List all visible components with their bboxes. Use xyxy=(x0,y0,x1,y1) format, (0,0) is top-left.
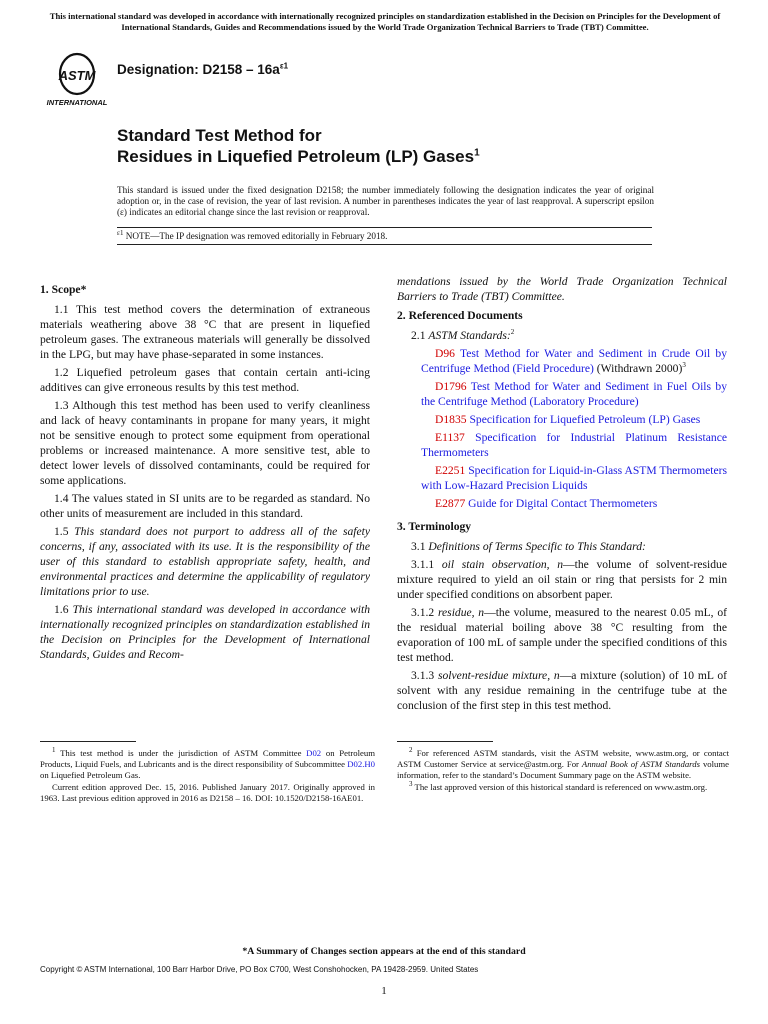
footnote-edition: Current edition approved Dec. 15, 2016. Published January 2017. Originally approved in 1963. Last previous edition approved in 2016 as D2158 – 16. DOI: 10.1520/D2158-16AE01. xyxy=(40,782,375,803)
logo-text: ASTM xyxy=(58,68,96,83)
para-1-5-text: This standard does not purport to address all of the safety concerns, if any, associated with its use. It is the responsibility of the user of this standard to establish appropriate safety, health, and environmental practices and determine the applicability of regulatory limitations prior to use. xyxy=(40,525,370,598)
ref-title[interactable]: Guide for Digital Contact Thermometers xyxy=(465,497,658,510)
title-line1: Standard Test Method for xyxy=(117,126,322,145)
para-3-1-2 xyxy=(397,605,727,665)
ref-item[interactable] xyxy=(397,430,727,460)
ref-item[interactable] xyxy=(397,379,727,409)
para-1-3: 1.3 Although this test method has been used to verify cleanliness and lack of heavy contaminants in propane for many years, it might not be sensitive enough to protect some equipment from operational problems or increased maintenance. A more sensitive test, able to detect lower levels of dissolved contaminants, could be required for some applications. xyxy=(40,399,370,487)
section-heading-terminology: 3. Terminology xyxy=(397,520,472,533)
ref-title[interactable]: Test Method for Water and Sediment in Crude Oil by Centrifuge Method (Field Procedure) xyxy=(421,347,727,375)
term-name: oil stain observation, n xyxy=(441,558,564,571)
right-column xyxy=(397,275,728,716)
divider xyxy=(117,227,652,228)
term-num: 3.1.3 xyxy=(411,669,438,682)
term-definition: —a mixture (solution) of 10 mL of solvent with any residue remaining in the centrifuge tube at the conclusion of the first step in this test method. xyxy=(397,669,727,712)
para-1-6-cont: mendations issued by the World Trade Organization Technical Barriers to Trade (TBT) Committee. xyxy=(397,275,727,303)
footnote-sup: 3 xyxy=(409,780,413,789)
copyright: Copyright © ASTM International, 100 Barr Harbor Drive, PO Box C700, West Conshohocken, PA 19428-2959. United States xyxy=(40,965,479,974)
committee-link[interactable]: D02 xyxy=(306,748,322,758)
designation-label: Designation: D2158 – 16a xyxy=(117,62,280,77)
para-1-2: 1.2 Liquefied petroleum gases that contain certain anti-icing additives can give erroneous results by this test method. xyxy=(40,366,370,394)
footnote-sup: 1 xyxy=(52,746,56,755)
subcommittee-link[interactable]: D02.H0 xyxy=(347,759,375,769)
ref-title[interactable]: Specification for Liquid-in-Glass ASTM Thermometers with Low-Hazard Precision Liquids xyxy=(421,464,727,492)
ref-extra: (Withdrawn 2000) xyxy=(593,362,683,375)
footnote-3 xyxy=(397,782,729,793)
logo-subtext: INTERNATIONAL xyxy=(46,98,108,107)
footnote-text: on Liquefied Petroleum Gas. xyxy=(40,770,141,780)
para-1-6-num: 1.6 xyxy=(54,603,73,616)
term-num: 3.1.1 xyxy=(411,558,442,571)
para-3-1 xyxy=(397,539,727,554)
ref-sup: 3 xyxy=(682,361,686,370)
divider xyxy=(117,244,652,245)
para-1-4: 1.4 The values stated in SI units are to be regarded as standard. No other units of measurement are included in this standard. xyxy=(40,492,370,520)
footnote-divider xyxy=(40,741,136,742)
title-line2: Residues in Liquefied Petroleum (LP) Gases xyxy=(117,147,475,166)
term-name: solvent-residue mixture, n xyxy=(438,669,560,682)
footnote-divider xyxy=(397,741,493,742)
ref-item[interactable] xyxy=(397,496,727,511)
page-number: 1 xyxy=(381,985,387,997)
issued-statement: This standard is issued under the fixed designation D2158; the number immediately following the designation indicates the year of original adoption or, in the case of revision, the year of last revision. A number in parentheses indicates the year of last reapproval. A superscript epsilon (ε) indicates an editorial change since the last revision or reapproval. xyxy=(117,185,654,218)
footnote-text: The last approved version of this historical standard is referenced on www.astm.org. xyxy=(412,782,708,792)
editorial-note xyxy=(117,228,388,241)
ref-code[interactable]: D96 xyxy=(435,347,455,360)
ref-title[interactable]: Specification for Industrial Platinum Resistance Thermometers xyxy=(421,431,727,459)
ref-item[interactable] xyxy=(397,463,727,493)
term-definition: —the volume, measured to the nearest 0.05 mL, of the residual material boiling above 38 °C resulting from the evaporation of 100 mL of sample under the specified conditions of this test method. xyxy=(397,606,727,664)
term-num: 3.1.2 xyxy=(411,606,438,619)
ref-code[interactable]: D1835 xyxy=(435,413,467,426)
footnote-text: volume information, refer to the standard’s Document Summary page on the ASTM website. xyxy=(397,759,729,780)
para-2-1 xyxy=(397,328,727,343)
footnote-text: For referenced ASTM standards, visit the ASTM website, www.astm.org, or contact ASTM Customer Service at service@astm.org. For xyxy=(397,748,729,769)
title-sup: 1 xyxy=(474,147,480,159)
term-name: residue, n xyxy=(437,606,485,619)
footnote-2 xyxy=(397,748,729,781)
para-3-1-3 xyxy=(397,668,727,713)
top-notice: This international standard was developed in accordance with internationally recognized principles on standardization established in the Decision on Principles for the Development of International Standards, Guides and Recommendations issued by the World Trade Organization Technical Barriers to Trade (TBT) Committee. xyxy=(49,11,721,32)
ref-code[interactable]: D1796 xyxy=(435,380,467,393)
para-3-1-num: 3.1 xyxy=(411,540,429,553)
para-1-5-num: 1.5 xyxy=(54,525,75,538)
footnote-text: This test method is under the jurisdiction of ASTM Committee xyxy=(55,748,307,758)
para-2-1-sup: 2 xyxy=(510,328,515,337)
footnote-1 xyxy=(40,748,375,781)
footnotes-right xyxy=(397,748,729,794)
section-heading-references: 2. Referenced Documents xyxy=(397,309,523,322)
page-title xyxy=(117,126,480,168)
para-1-1: 1.1 This test method covers the determination of extraneous materials weathering above 38 °C that are present in liquefied petroleum gases. The extraneous materials will generally be dissolved in the LPG, but may have phase-separated in some instances. xyxy=(40,303,370,361)
para-1-6-text: This international standard was developed in accordance with internationally recognized principles on standardization established in the Decision on Principles for the Development of International Standards, Guides and Recom- xyxy=(40,603,370,661)
term-definition: —the volume of solvent-residue mixture required to yield an oil stain or ring that persists for 2 min under specified conditions on absorbent paper. xyxy=(397,558,728,601)
note-sup: ε1 xyxy=(117,228,124,237)
para-1-6 xyxy=(40,602,370,662)
ref-title[interactable]: Test Method for Water and Sediment in Fuel Oils by the Centrifuge Method (Laboratory Procedure) xyxy=(421,380,727,408)
summary-note: *A Summary of Changes section appears at the end of this standard xyxy=(242,946,526,957)
ref-item[interactable] xyxy=(397,412,727,427)
footnote-sup: 2 xyxy=(409,746,413,755)
ref-item[interactable] xyxy=(397,346,727,376)
ref-code[interactable]: E1137 xyxy=(435,431,465,444)
section-heading-scope: 1. Scope* xyxy=(40,283,87,296)
astm-logo-icon xyxy=(42,50,112,108)
astm-logo xyxy=(42,50,112,108)
para-1-5 xyxy=(40,524,370,599)
designation-sup: ε1 xyxy=(279,61,289,71)
footnote-italic: Annual Book of ASTM Standards xyxy=(581,759,700,769)
title-line2-wrap xyxy=(117,146,480,168)
left-column xyxy=(40,278,370,665)
para-2-1-num: 2.1 xyxy=(411,329,429,342)
footnotes-left xyxy=(40,748,375,805)
footnote-text: on Petroleum Products, Liquid Fuels, and Lubricants and is the direct responsibility of Subcommittee xyxy=(40,748,375,769)
para-3-1-text: Definitions of Terms Specific to This Standard: xyxy=(428,540,646,553)
ref-code[interactable]: E2251 xyxy=(435,464,466,477)
designation xyxy=(117,62,288,77)
ref-code[interactable]: E2877 xyxy=(435,497,466,510)
para-3-1-1 xyxy=(397,557,727,602)
ref-title[interactable]: Specification for Liquefied Petroleum (LP) Gases xyxy=(466,413,701,426)
para-2-1-label: ASTM Standards: xyxy=(428,329,511,342)
note-text: NOTE—The IP designation was removed editorially in February 2018. xyxy=(123,231,388,241)
